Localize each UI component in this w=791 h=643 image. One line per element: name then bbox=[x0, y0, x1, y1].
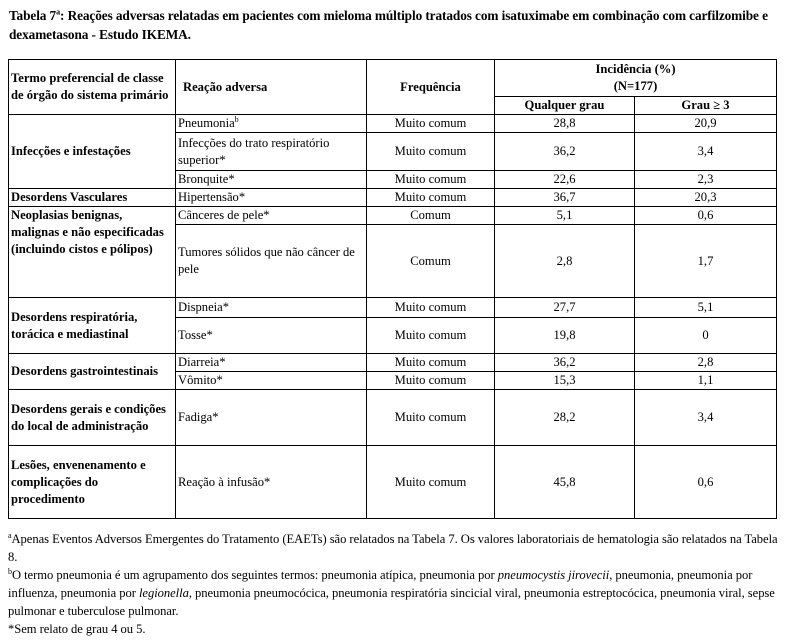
grade3-cell: 20,9 bbox=[635, 115, 777, 133]
any-grade-cell: 27,7 bbox=[495, 298, 635, 318]
frequency-cell: Muito comum bbox=[367, 372, 495, 390]
frequency-cell: Comum bbox=[367, 225, 495, 298]
table-row bbox=[9, 298, 777, 318]
footnote-star: *Sem relato de grau 4 ou 5. bbox=[8, 622, 146, 636]
table-title bbox=[9, 6, 784, 44]
reaction-cell: Diarreia* bbox=[176, 354, 367, 372]
grade3-cell: 2,3 bbox=[635, 171, 777, 189]
table-row bbox=[9, 115, 777, 133]
grade3-cell: 0,6 bbox=[635, 207, 777, 225]
header-n: (N=177) bbox=[613, 79, 658, 93]
frequency-cell: Muito comum bbox=[367, 115, 495, 133]
table-row bbox=[9, 390, 777, 446]
any-grade-cell: 45,8 bbox=[495, 446, 635, 519]
table-row bbox=[9, 354, 777, 372]
reaction-cell: Infecções do trato respiratório superior* bbox=[176, 133, 367, 171]
reaction-cell: Tosse* bbox=[176, 318, 367, 354]
header-reaction: Reação adversa bbox=[176, 60, 367, 115]
grade3-cell: 1,1 bbox=[635, 372, 777, 390]
frequency-cell: Muito comum bbox=[367, 318, 495, 354]
soc-cell: Neoplasias benignas, malignas e não especificadas (incluindo cistos e pólipos) bbox=[9, 207, 176, 298]
any-grade-cell: 19,8 bbox=[495, 318, 635, 354]
any-grade-cell: 5,1 bbox=[495, 207, 635, 225]
soc-cell: Desordens Vasculares bbox=[9, 189, 176, 207]
header-incidence bbox=[495, 60, 777, 97]
table-row bbox=[9, 207, 777, 225]
table-row bbox=[9, 446, 777, 519]
frequency-cell: Muito comum bbox=[367, 446, 495, 519]
reaction-cell: Pneumonia$^b$ bbox=[176, 115, 367, 133]
footnote-a-text: Apenas Eventos Adversos Emergentes do Tratamento (EAETs) são relatados na Tabela 7. Os valores laboratoriais de hematologia são relatados na Tabela 8. bbox=[8, 532, 778, 564]
grade3-cell: 3,4 bbox=[635, 390, 777, 446]
any-grade-cell: 36,2 bbox=[495, 133, 635, 171]
footnote-a-marker: a bbox=[8, 530, 12, 540]
soc-cell: Desordens respiratória, torácica e mediastinal bbox=[9, 298, 176, 354]
reaction-cell: Cânceres de pele* bbox=[176, 207, 367, 225]
reaction-cell: Bronquite* bbox=[176, 171, 367, 189]
footnotes bbox=[8, 530, 782, 638]
grade3-cell: 3,4 bbox=[635, 133, 777, 171]
frequency-cell: Muito comum bbox=[367, 189, 495, 207]
header-grade3: Grau ≥ 3 bbox=[635, 97, 777, 115]
frequency-cell: Muito comum bbox=[367, 390, 495, 446]
reaction-cell: Vômito* bbox=[176, 372, 367, 390]
any-grade-cell: 2,8 bbox=[495, 225, 635, 298]
header-soc: Termo preferencial de classe de órgão do sistema primário bbox=[9, 60, 176, 115]
grade3-cell: 20,3 bbox=[635, 189, 777, 207]
any-grade-cell: 36,7 bbox=[495, 189, 635, 207]
soc-cell: Lesões, envenenamento e complicações do procedimento bbox=[9, 446, 176, 519]
title-superscript: a bbox=[56, 7, 61, 17]
reaction-cell: Hipertensão* bbox=[176, 189, 367, 207]
reaction-cell: Dispneia* bbox=[176, 298, 367, 318]
footnote-b: $^b$O termo pneumonia é um agrupamento dos seguintes termos: pneumonia atípica, pneumonia por pneumocystis jirovecii, pneumonia, pneumonia por influenza, pneumonia por legionella, pneumonia pneumocócica, pneumonia respiratória sincicial viral, pneumonia estreptocócica, pneumonia viral, sepse pulmonar e tuberculose pulmonar. bbox=[8, 566, 775, 618]
frequency-cell: Muito comum bbox=[367, 354, 495, 372]
grade3-cell: 1,7 bbox=[635, 225, 777, 298]
title-prefix: Tabela 7 bbox=[9, 8, 57, 23]
footnote-a bbox=[8, 530, 782, 566]
reaction-cell: Reação à infusão* bbox=[176, 446, 367, 519]
frequency-cell: Muito comum bbox=[367, 133, 495, 171]
title-text: : Reações adversas relatadas em pacientes com mieloma múltiplo tratados com isatuximabe em combinação com carfilzomibe e dexametasona - Estudo IKEMA. bbox=[9, 8, 768, 42]
any-grade-cell: 36,2 bbox=[495, 354, 635, 372]
grade3-cell: 5,1 bbox=[635, 298, 777, 318]
soc-cell: Desordens gastrointestinais bbox=[9, 354, 176, 390]
any-grade-cell: 28,8 bbox=[495, 115, 635, 133]
any-grade-cell: 28,2 bbox=[495, 390, 635, 446]
table-row bbox=[9, 189, 777, 207]
any-grade-cell: 15,3 bbox=[495, 372, 635, 390]
soc-cell: Infecções e infestações bbox=[9, 115, 176, 189]
adverse-reactions-table bbox=[8, 59, 777, 519]
grade3-cell: 0,6 bbox=[635, 446, 777, 519]
header-any-grade: Qualquer grau bbox=[495, 97, 635, 115]
frequency-cell: Muito comum bbox=[367, 298, 495, 318]
header-frequency: Frequência bbox=[367, 60, 495, 115]
grade3-cell: 2,8 bbox=[635, 354, 777, 372]
footnote-b-marker: b bbox=[8, 566, 12, 576]
soc-cell: Desordens gerais e condições do local de administração bbox=[9, 390, 176, 446]
header-incidence-label: Incidência (%) bbox=[595, 62, 676, 76]
frequency-cell: Comum bbox=[367, 207, 495, 225]
reaction-cell: Fadiga* bbox=[176, 390, 367, 446]
reaction-cell: Tumores sólidos que não câncer de pele bbox=[176, 225, 367, 298]
any-grade-cell: 22,6 bbox=[495, 171, 635, 189]
grade3-cell: 0 bbox=[635, 318, 777, 354]
frequency-cell: Muito comum bbox=[367, 171, 495, 189]
